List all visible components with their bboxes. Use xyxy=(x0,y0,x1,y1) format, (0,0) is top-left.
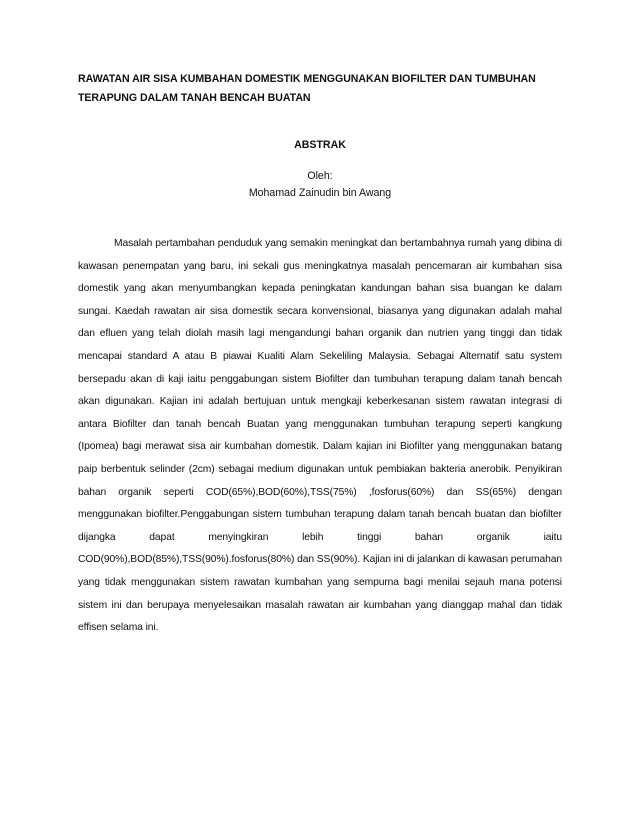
document-title: RAWATAN AIR SISA KUMBAHAN DOMESTIK MENGGUNAKAN BIOFILTER DAN TUMBUHAN TERAPUNG DALAM TANAH BENCAH BUATAN xyxy=(78,73,536,104)
abstract-heading: ABSTRAK xyxy=(294,139,346,151)
abstract-paragraph: Masalah pertambahan penduduk yang semakin meningkat dan bertambahnya rumah yang dibina di kawasan penempatan yang baru, ini sekali gus meningkatnya masalah pencemaran air kumbahan sisa domestik yang akan menyumbangkan kepada peningkatan kandungan bahan sisa buangan ke dalam sungai. Kaedah rawatan air sisa domestik secara konvensional, biasanya yang digunakan adalah mahal dan efluen yang telah diolah masih lagi mengandungi bahan organik dan nutrien yang tinggi dan tidak mencapai standard A atau B piawai Kualiti Alam Sekeliling Malaysia. Sebagai Alternatif satu system bersepadu akan di kaji iaitu penggabungan sistem Biofilter dan tumbuhan terapung dalam tanah bencah akan digunakan. Kajian ini adalah bertujuan untuk mengkaji keberkesanan sistem rawatan integrasi di antara Biofilter dan tanah bencah Buatan yang menggunakan tumbuhan terapung seperti kangkung (Ipomea) bagi merawat sisa air kumbahan domestik. Dalam kajian ini Biofilter yang menggunakan batang paip berbentuk selinder (2cm) sebagai medium digunakan untuk pembiakan bakteria anerobik. Penyikiran bahan organik seperti COD(65%),BOD(60%),TSS(75%) ,fosforus(60%) dan SS(65%) dengan menggunakan biofilter.Penggabungan sistem tumbuhan terapung dalam tanah bencah buatan dan biofilter dijangka dapat menyingkiran lebih tinggi bahan organik iaitu COD(90%),BOD(85%),TSS(90%).fosforus(80%) dan SS(90%). Kajian ini di jalankan di kawasan perumahan yang tidak menggunakan sistem rawatan kumbahan yang sempurna bagi menilai sejauh mana potensi sistem ini dan berupaya menyelesaikan masalah rawatan air kumbahan yang dianggap mahal dan tidak effisen selama ini. xyxy=(78,238,562,634)
author-name: Mohamad Zainudin bin Awang xyxy=(248,187,392,199)
author-by-label: Oleh: xyxy=(307,170,333,182)
